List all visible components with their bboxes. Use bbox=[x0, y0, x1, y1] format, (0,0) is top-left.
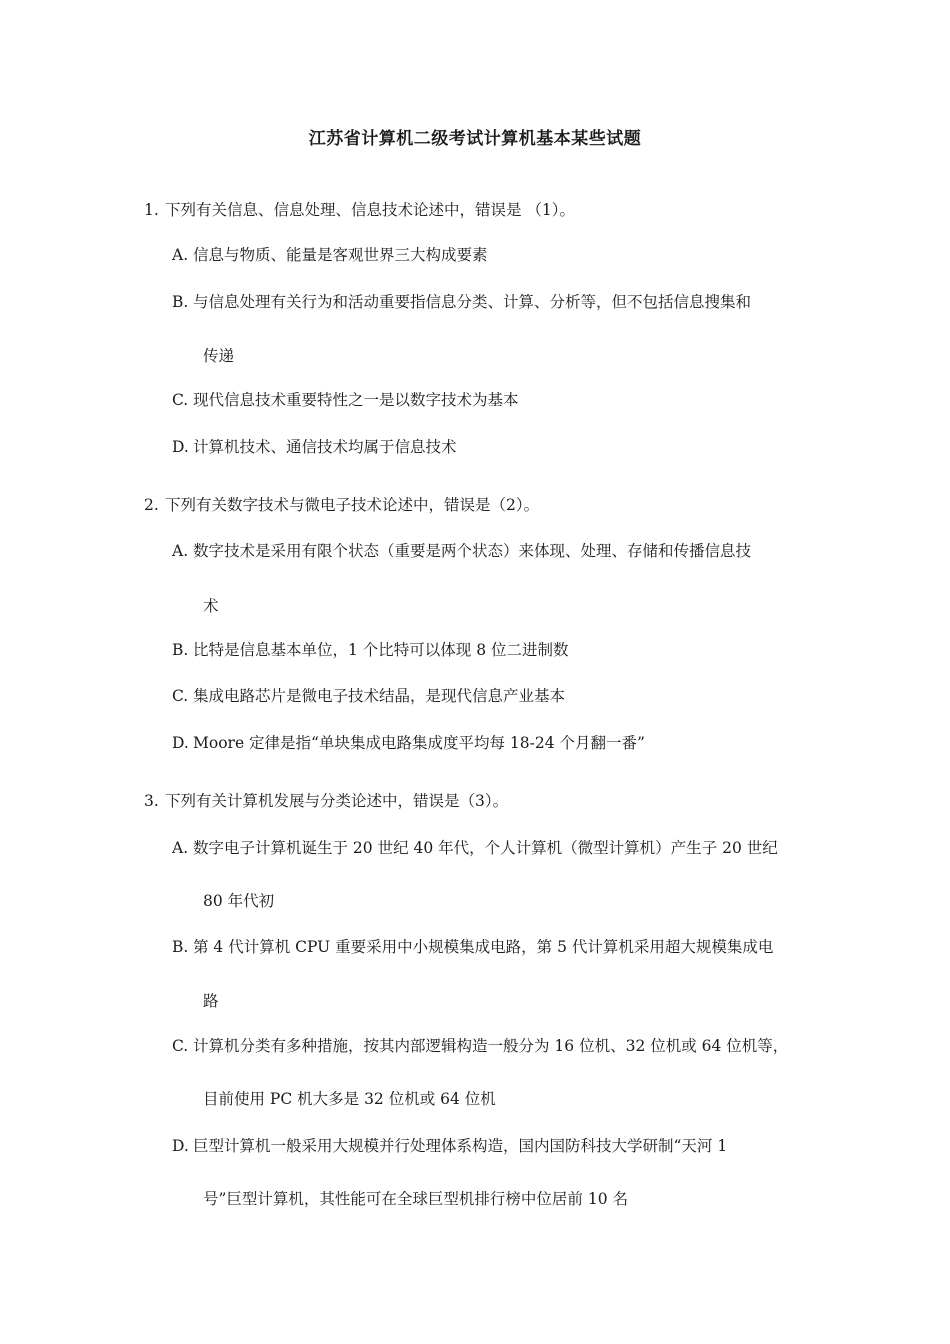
option-text: 与信息处理有关行为和活动重要指信息分类、计算、分析等，但不包括信息搜集和 bbox=[193, 293, 752, 311]
option-text: 计算机技术、通信技术均属于信息技术 bbox=[193, 438, 457, 456]
document-title: 江苏省计算机二级考试计算机基本某些试题 bbox=[308, 129, 642, 149]
option-text: 数字电子计算机诞生于 20 世纪 40 年代，个人计算机（微型计算机）产生子 20 世纪 bbox=[193, 839, 778, 857]
question-stem: 下列有关计算机发展与分类论述中，错误是（3）。 bbox=[165, 792, 509, 810]
option-label: A. bbox=[172, 246, 189, 264]
option-label: A. bbox=[172, 542, 189, 560]
option-text-continued: 术 bbox=[203, 597, 219, 615]
option-label: C. bbox=[172, 1037, 189, 1055]
question-stem: 下列有关数字技术与微电子技术论述中，错误是（2）。 bbox=[165, 496, 540, 514]
option-text: 集成电路芯片是微电子技术结晶，是现代信息产业基本 bbox=[193, 687, 566, 705]
option-text-continued: 80 年代初 bbox=[203, 892, 275, 910]
option-text: Moore 定律是指“单块集成电路集成度平均每 18-24 个月翻一番” bbox=[193, 734, 645, 752]
option-text: 巨型计算机一般采用大规模并行处理体系构造，国内国防科技大学研制“天河 1 bbox=[193, 1137, 728, 1155]
option-label: D. bbox=[172, 1137, 189, 1155]
option-text-continued: 目前使用 PC 机大多是 32 位机或 64 位机 bbox=[203, 1090, 496, 1108]
option-label: B. bbox=[172, 938, 189, 956]
question-stem: 下列有关信息、信息处理、信息技术论述中，错误是 （1）。 bbox=[165, 201, 576, 219]
option-text: 信息与物质、能量是客观世界三大构成要素 bbox=[193, 246, 488, 264]
option-text: 第 4 代计算机 CPU 重要采用中小规模集成电路，第 5 代计算机采用超大规模集成电 bbox=[193, 938, 774, 956]
question-number: 3. bbox=[144, 792, 159, 810]
option-label: D. bbox=[172, 438, 189, 456]
option-text: 数字技术是采用有限个状态（重要是两个状态）来体现、处理、存储和传播信息技 bbox=[193, 542, 752, 560]
option-text: 现代信息技术重要特性之一是以数字技术为基本 bbox=[193, 391, 519, 409]
option-label: C. bbox=[172, 687, 189, 705]
question-number: 1. bbox=[144, 201, 159, 219]
question-number: 2. bbox=[144, 496, 159, 514]
option-label: A. bbox=[172, 839, 189, 857]
option-text: 比特是信息基本单位，1 个比特可以体现 8 位二进制数 bbox=[193, 641, 569, 659]
option-label: B. bbox=[172, 293, 189, 311]
option-text: 计算机分类有多种措施，按其内部逻辑构造一般分为 16 位机、32 位机或 64 位机等， bbox=[193, 1037, 789, 1055]
option-label: B. bbox=[172, 641, 189, 659]
option-label: C. bbox=[172, 391, 189, 409]
option-text-continued: 号”巨型计算机，其性能可在全球巨型机排行榜中位居前 10 名 bbox=[203, 1190, 629, 1208]
option-label: D. bbox=[172, 734, 189, 752]
option-text-continued: 路 bbox=[203, 992, 219, 1010]
option-text-continued: 传递 bbox=[203, 347, 235, 365]
